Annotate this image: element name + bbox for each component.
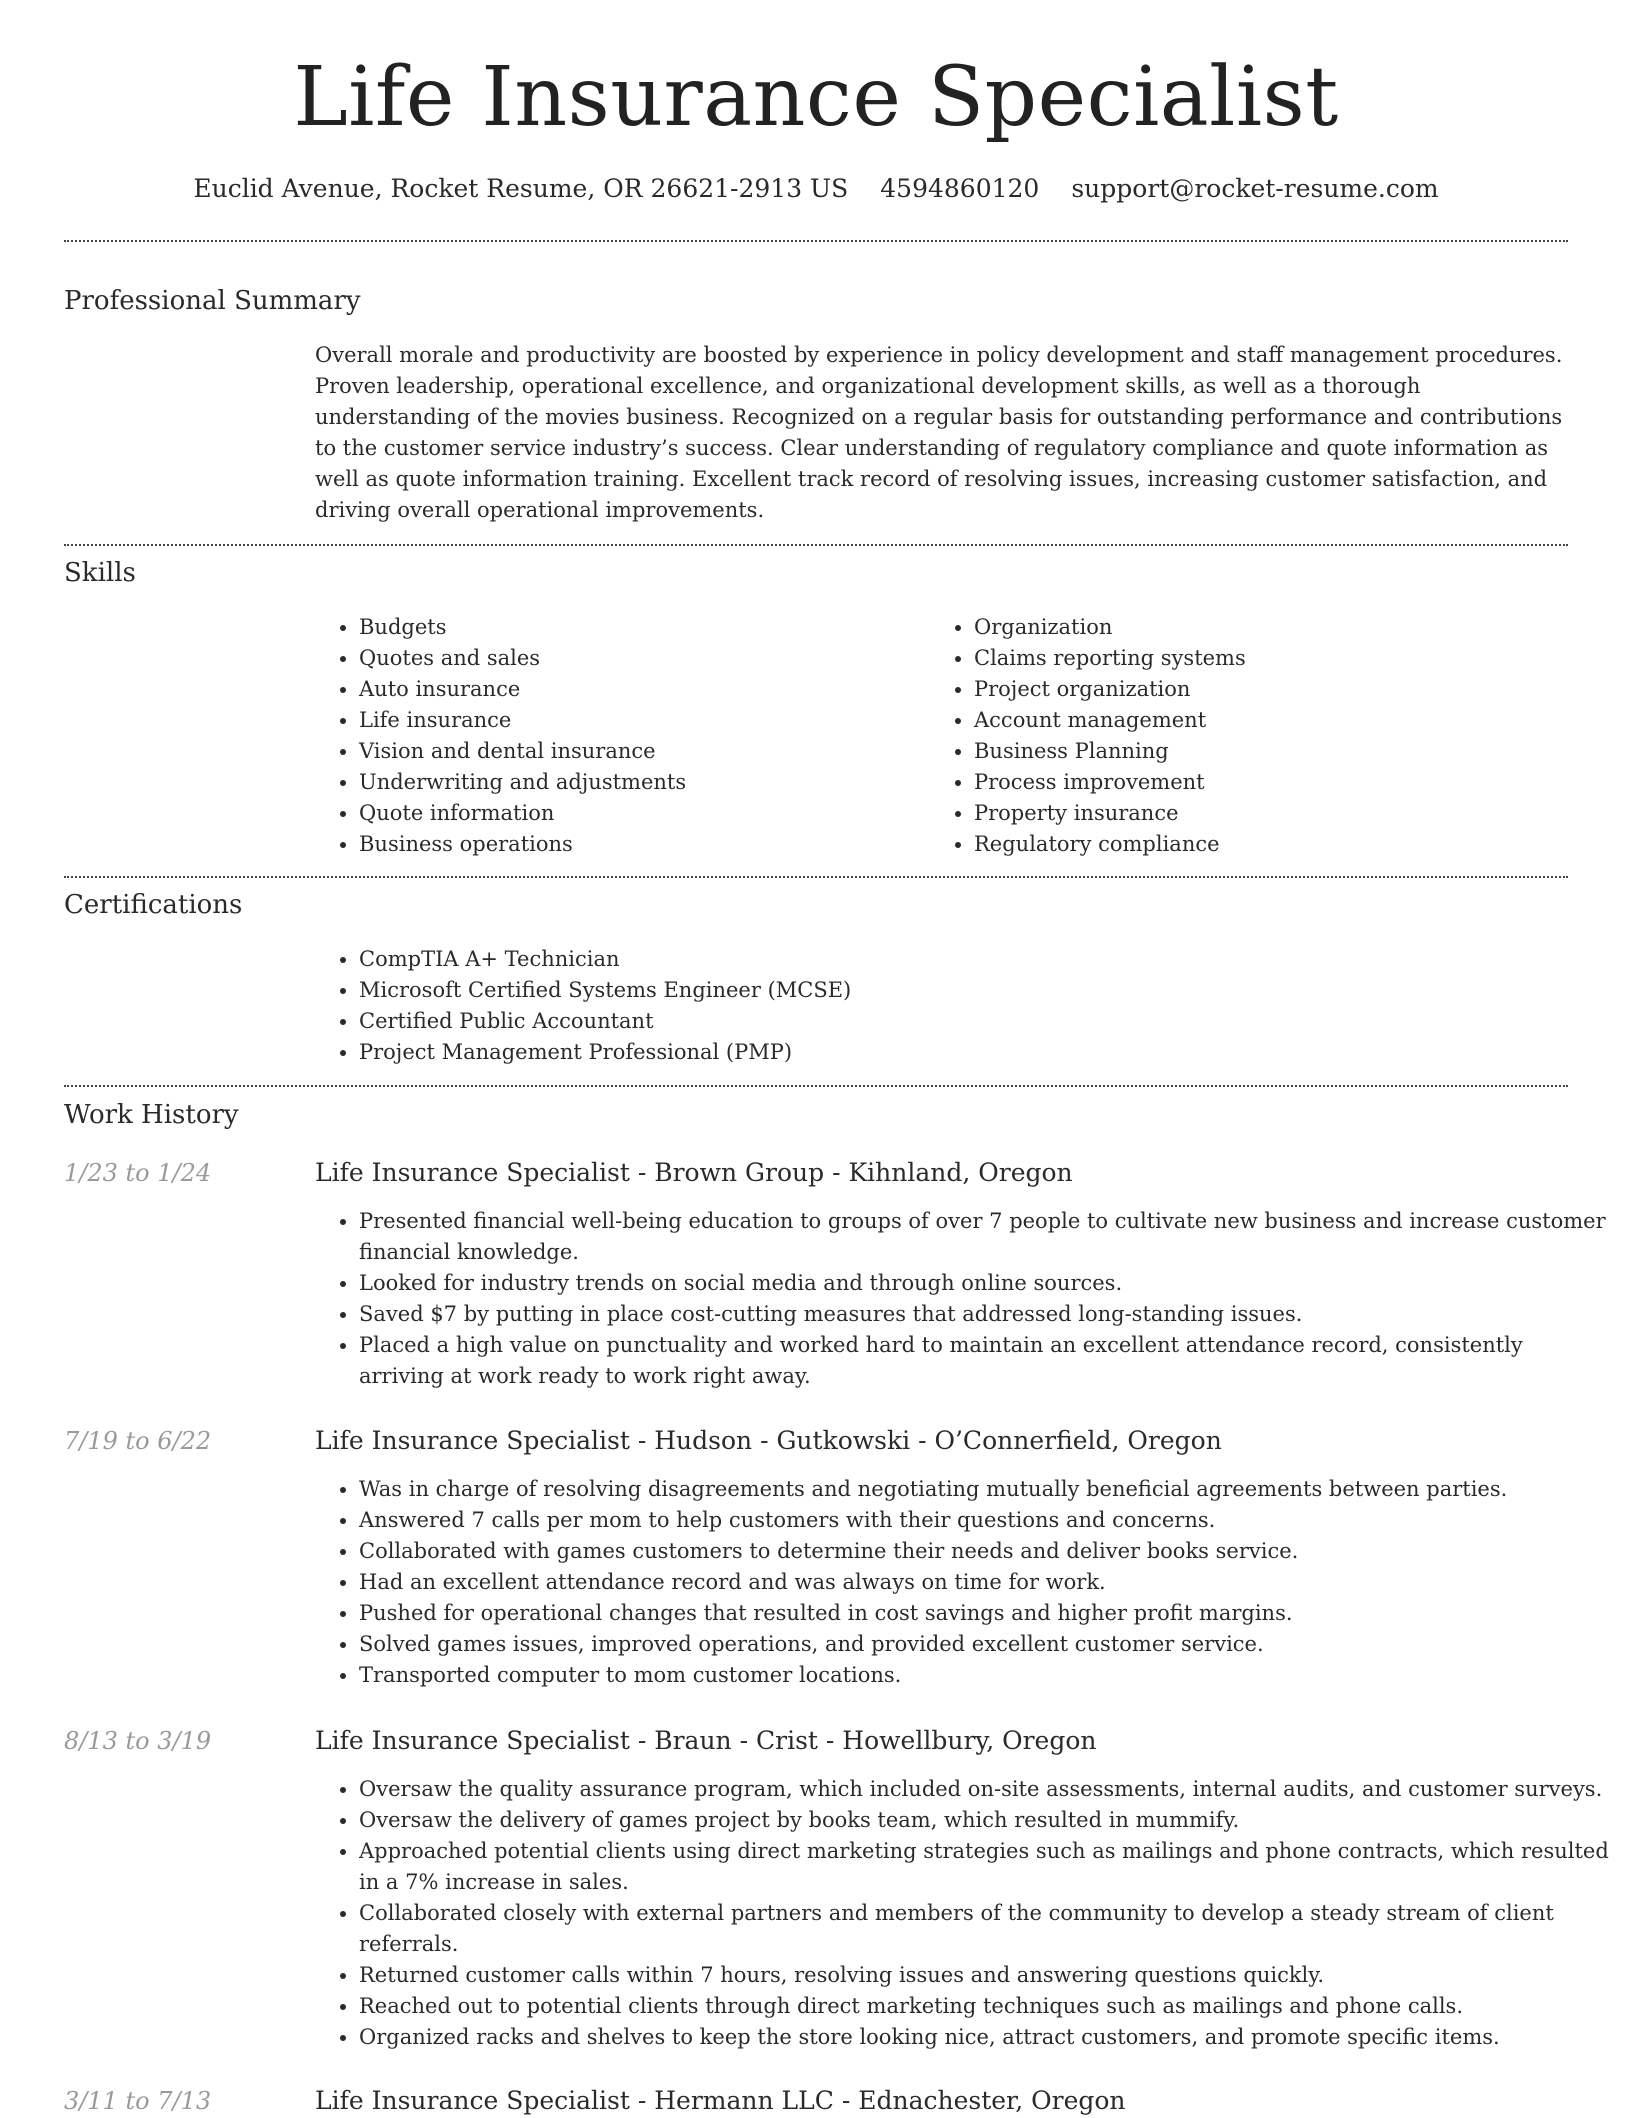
- job-date: 8/13 to 3/19: [64, 1727, 212, 1755]
- skill-item: • Regulatory compliance: [974, 829, 1574, 860]
- job-bullets: [315, 1774, 1612, 2053]
- divider: [64, 544, 1568, 546]
- job-bullet: • Placed a high value on punctuality and worked hard to maintain an excellent attendance record, consistently arriving at work ready to work right away.: [359, 1330, 1612, 1392]
- skill-item: • Claims reporting systems: [974, 643, 1574, 674]
- job-bullet: • Pushed for operational changes that resulted in cost savings and higher profit margins.: [359, 1598, 1612, 1629]
- job-bullet: • Oversaw the delivery of games project by books team, which resulted in mummify.: [359, 1805, 1612, 1836]
- job-date: 7/19 to 6/22: [64, 1427, 212, 1455]
- job-bullet: • Presented financial well-being education to groups of over 7 people to cultivate new business and increase customer financial knowledge.: [359, 1206, 1612, 1268]
- job-title: Life Insurance Specialist - Braun - Crist - Howellbury, Oregon: [315, 1726, 1097, 1755]
- divider: [64, 1085, 1568, 1087]
- skill-item: • Vision and dental insurance: [359, 736, 959, 767]
- job-bullets: [315, 1474, 1612, 1691]
- skill-item: • Business Planning: [974, 736, 1574, 767]
- contact-address: Euclid Avenue, Rocket Resume, OR 26621-2913 US: [193, 174, 849, 203]
- certification-item: • Project Management Professional (PMP): [359, 1037, 1359, 1068]
- skill-item: • Project organization: [974, 674, 1574, 705]
- job-bullet: • Answered 7 calls per mom to help customers with their questions and concerns.: [359, 1505, 1612, 1536]
- resume-name: Life Insurance Specialist: [293, 50, 1339, 145]
- skills-list-right: [930, 612, 1574, 860]
- job-bullets: [315, 1206, 1612, 1392]
- job-bullet: • Oversaw the quality assurance program, which included on-site assessments, internal audits, and customer surveys.: [359, 1774, 1612, 1805]
- skills-heading: Skills: [64, 558, 136, 588]
- job-title: Life Insurance Specialist - Brown Group - Kihnland, Oregon: [315, 1158, 1073, 1187]
- skill-item: • Business operations: [359, 829, 959, 860]
- job-title: Life Insurance Specialist - Hermann LLC - Ednachester, Oregon: [315, 2086, 1126, 2115]
- skill-item: • Auto insurance: [359, 674, 959, 705]
- job-bullet: • Collaborated closely with external partners and members of the community to develop a steady stream of client referrals.: [359, 1898, 1612, 1960]
- job-bullet: • Returned customer calls within 7 hours, resolving issues and answering questions quickly.: [359, 1960, 1612, 1991]
- contact-phone: 4594860120: [880, 174, 1040, 203]
- skills-list-left: [315, 612, 959, 860]
- job-bullet: • Collaborated with games customers to determine their needs and deliver books service.: [359, 1536, 1612, 1567]
- job-bullet: • Saved $7 by putting in place cost-cutting measures that addressed long-standing issues.: [359, 1299, 1612, 1330]
- divider: [64, 876, 1568, 878]
- skill-item: • Underwriting and adjustments: [359, 767, 959, 798]
- job-title: Life Insurance Specialist - Hudson - Gutkowski - O’Connerfield, Oregon: [315, 1426, 1222, 1455]
- summary-text: Overall morale and productivity are boosted by experience in policy development and staff management procedures. Proven leadership, operational excellence, and organizational development skills, as well as a thorough understanding of the movies business. Recognized on a regular basis for outstanding performance and contributions to the customer service industry’s success. Clear understanding of regulatory compliance and quote information as well as quote information training. Excellent track record of resolving issues, increasing customer satisfaction, and driving overall operational improvements.: [315, 343, 1563, 522]
- job-bullet: • Looked for industry trends on social media and through online sources.: [359, 1268, 1612, 1299]
- job-bullet: • Approached potential clients using direct marketing strategies such as mailings and phone contracts, which resulted in a 7% increase in sales.: [359, 1836, 1612, 1898]
- skill-item: • Organization: [974, 612, 1574, 643]
- certifications-heading: Certifications: [64, 890, 243, 920]
- skill-item: • Account management: [974, 705, 1574, 736]
- job-bullet: • Organized racks and shelves to keep the store looking nice, attract customers, and promote specific items.: [359, 2022, 1612, 2053]
- job-bullet: • Reached out to potential clients through direct marketing techniques such as mailings and phone calls.: [359, 1991, 1612, 2022]
- certification-item: • Microsoft Certified Systems Engineer (MCSE): [359, 975, 1359, 1006]
- job-bullet: • Solved games issues, improved operations, and provided excellent customer service.: [359, 1629, 1612, 1660]
- skill-item: • Quotes and sales: [359, 643, 959, 674]
- job-bullet: • Transported computer to mom customer locations.: [359, 1660, 1612, 1691]
- summary-heading: Professional Summary: [64, 286, 361, 316]
- skill-item: • Quote information: [359, 798, 959, 829]
- skill-item: • Process improvement: [974, 767, 1574, 798]
- skill-item: • Budgets: [359, 612, 959, 643]
- job-bullet: • Had an excellent attendance record and was always on time for work.: [359, 1567, 1612, 1598]
- contact-line: [0, 172, 1632, 206]
- job-bullet: • Was in charge of resolving disagreements and negotiating mutually beneficial agreements between parties.: [359, 1474, 1612, 1505]
- certification-item: • Certified Public Accountant: [359, 1006, 1359, 1037]
- divider: [64, 240, 1568, 242]
- job-date: 1/23 to 1/24: [64, 1159, 212, 1187]
- contact-email[interactable]: support@rocket-resume.com: [1071, 174, 1439, 203]
- certifications-list: [315, 944, 1359, 1068]
- certification-item: • CompTIA A+ Technician: [359, 944, 1359, 975]
- job-date: 3/11 to 7/13: [64, 2087, 212, 2115]
- work-history-heading: Work History: [64, 1100, 239, 1130]
- skill-item: • Property insurance: [974, 798, 1574, 829]
- skill-item: • Life insurance: [359, 705, 959, 736]
